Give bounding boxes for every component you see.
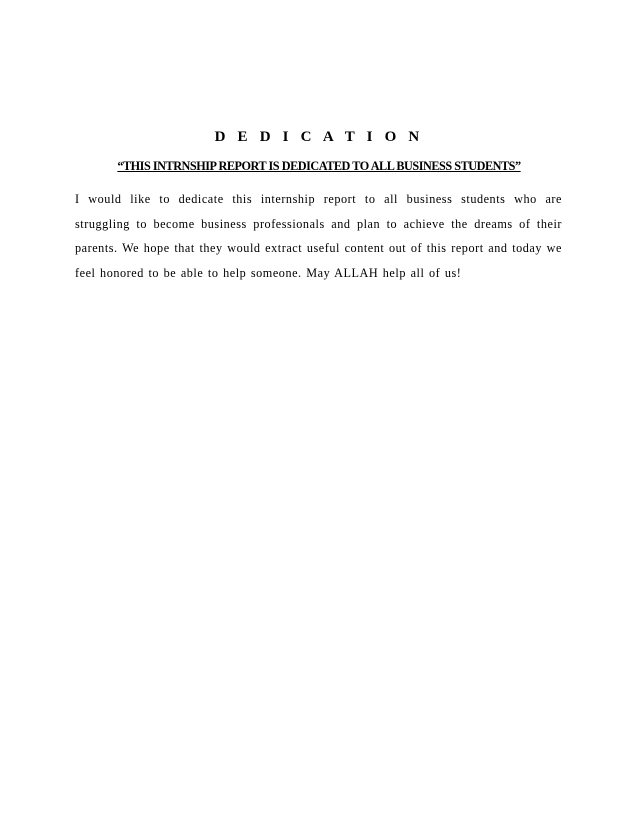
dedication-paragraph: I would like to dedicate this internship report to all business students who are struggling to become business professionals and plan to achieve the dreams of their parents. We hope that they would extract useful content out of this report and today we feel honored to be able to help someone. May ALLAH help all of us! (75, 192, 562, 280)
dedication-subheading: “THIS INTRNSHIP REPORT IS DEDICATED TO ALL BUSINESS STUDENTS” (117, 159, 521, 173)
dedication-heading: D E D I C A T I O N (214, 129, 424, 145)
